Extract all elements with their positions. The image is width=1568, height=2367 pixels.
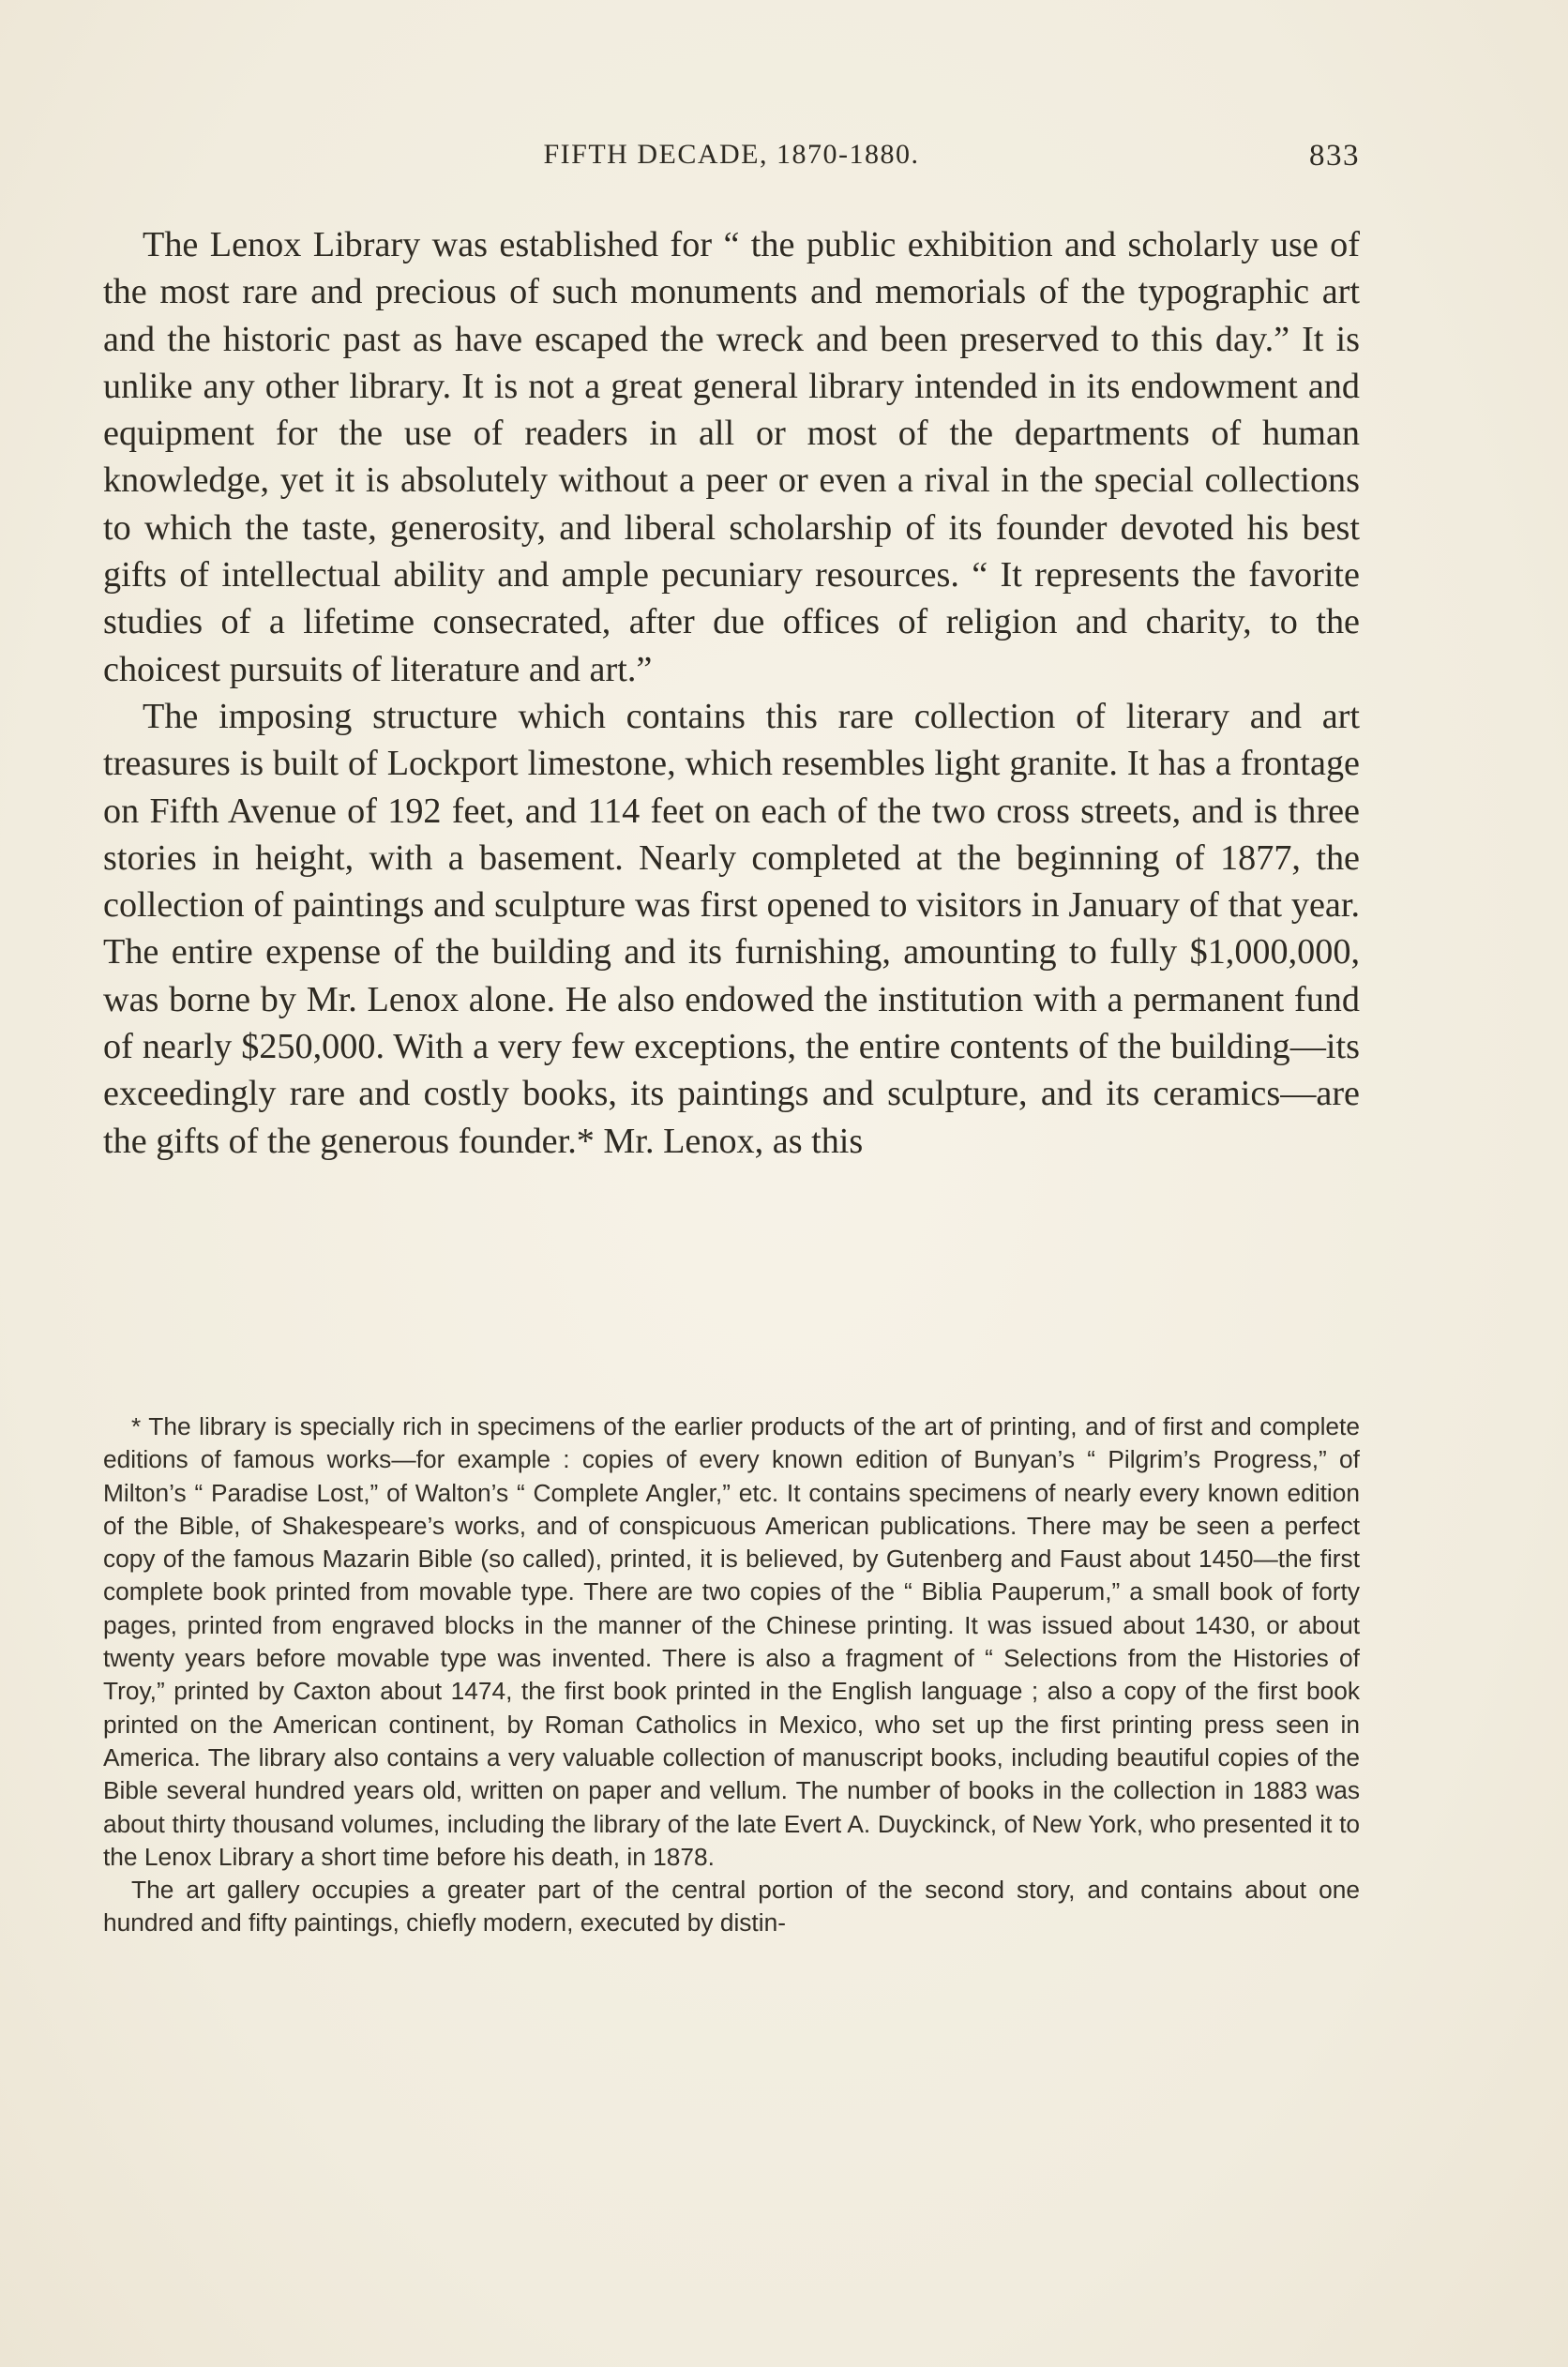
page-number: 833 — [1309, 139, 1360, 173]
main-text — [103, 221, 1360, 1165]
footnote-paragraph: * The library is specially rich in specimens of the earlier products of the art of printing, and of first and complete editions of famous works—for example : copies of every known edition of Bunyan’s “ Pilgrim’s Progress,” of Milton’s “ Paradise Lost,” of Walton’s “ Complete Angler,” etc. It contains specimens of nearly every known edition of the Bible, of Shakespeare’s works, and of conspicuous American publications. There may be seen a perfect copy of the famous Mazarin Bible (so called), printed, it is believed, by Gutenberg and Faust about 1450—the first complete book printed from movable type. There are two copies of the “ Biblia Pauperum,” a small book of forty pages, printed from engraved blocks in the manner of the Chinese printing. It was issued about 1430, or about twenty years before movable type was invented. There is also a fragment of “ Selections from the Histories of Troy,” printed by Caxton about 1474, the first book printed in the English language ; also a copy of the first book printed on the American continent, by Roman Catholics in Mexico, who set up the first printing press seen in America. The library also contains a very valuable collection of manuscript books, including beautiful copies of the Bible several hundred years old, written on paper and vellum. The number of books in the collection in 1883 was about thirty thousand volumes, including the library of the late Evert A. Duyckinck, of New York, who presented it to the Lenox Library a short time before his death, in 1878. — [103, 1412, 1360, 1871]
running-head-title: FIFTH DECADE, 1870-1880. — [543, 139, 920, 170]
footnote-paragraph: The art gallery occupies a greater part of the central portion of the second story, and contains about one hundred and fifty paintings, chiefly modern, executed by distin- — [103, 1876, 1360, 1937]
body-paragraph: The imposing structure which contains this rare collection of literary and art treasures is built of Lockport limestone, which resembles light granite. It has a frontage on Fifth Avenue of 192 feet, and 114 feet on each of the two cross streets, and is three stories in height, with a basement. Nearly completed at the beginning of 1877, the collection of paintings and sculpture was first opened to visitors in January of that year. The entire expense of the building and its furnishing, amounting to fully $1,000,000, was borne by Mr. Lenox alone. He also endowed the institution with a permanent fund of nearly $250,000. With a very few exceptions, the entire contents of the building—its exceedingly rare and costly books, its paintings and sculpture, and its ceramics—are the gifts of the generous founder.* Mr. Lenox, as this — [103, 696, 1360, 1161]
body-paragraph: The Lenox Library was established for “ the public exhibition and scholarly use of the most rare and precious of such monuments and memorials of the typographic art and the historic past as have escaped the wreck and been preserved to this day.” It is unlike any other library. It is not a great general library intended in its endowment and equipment for the use of readers in all or most of the departments of human knowledge, yet it is absolutely without a peer or even a rival in the special collections to which the taste, generosity, and liberal scholarship of its founder devoted his best gifts of intellectual ability and ample pecuniary resources. “ It represents the favorite studies of a lifetime consecrated, after due offices of religion and charity, to the choicest pursuits of literature and art.” — [103, 225, 1360, 689]
running-head — [103, 139, 1360, 184]
footnote-block — [103, 1410, 1360, 1940]
